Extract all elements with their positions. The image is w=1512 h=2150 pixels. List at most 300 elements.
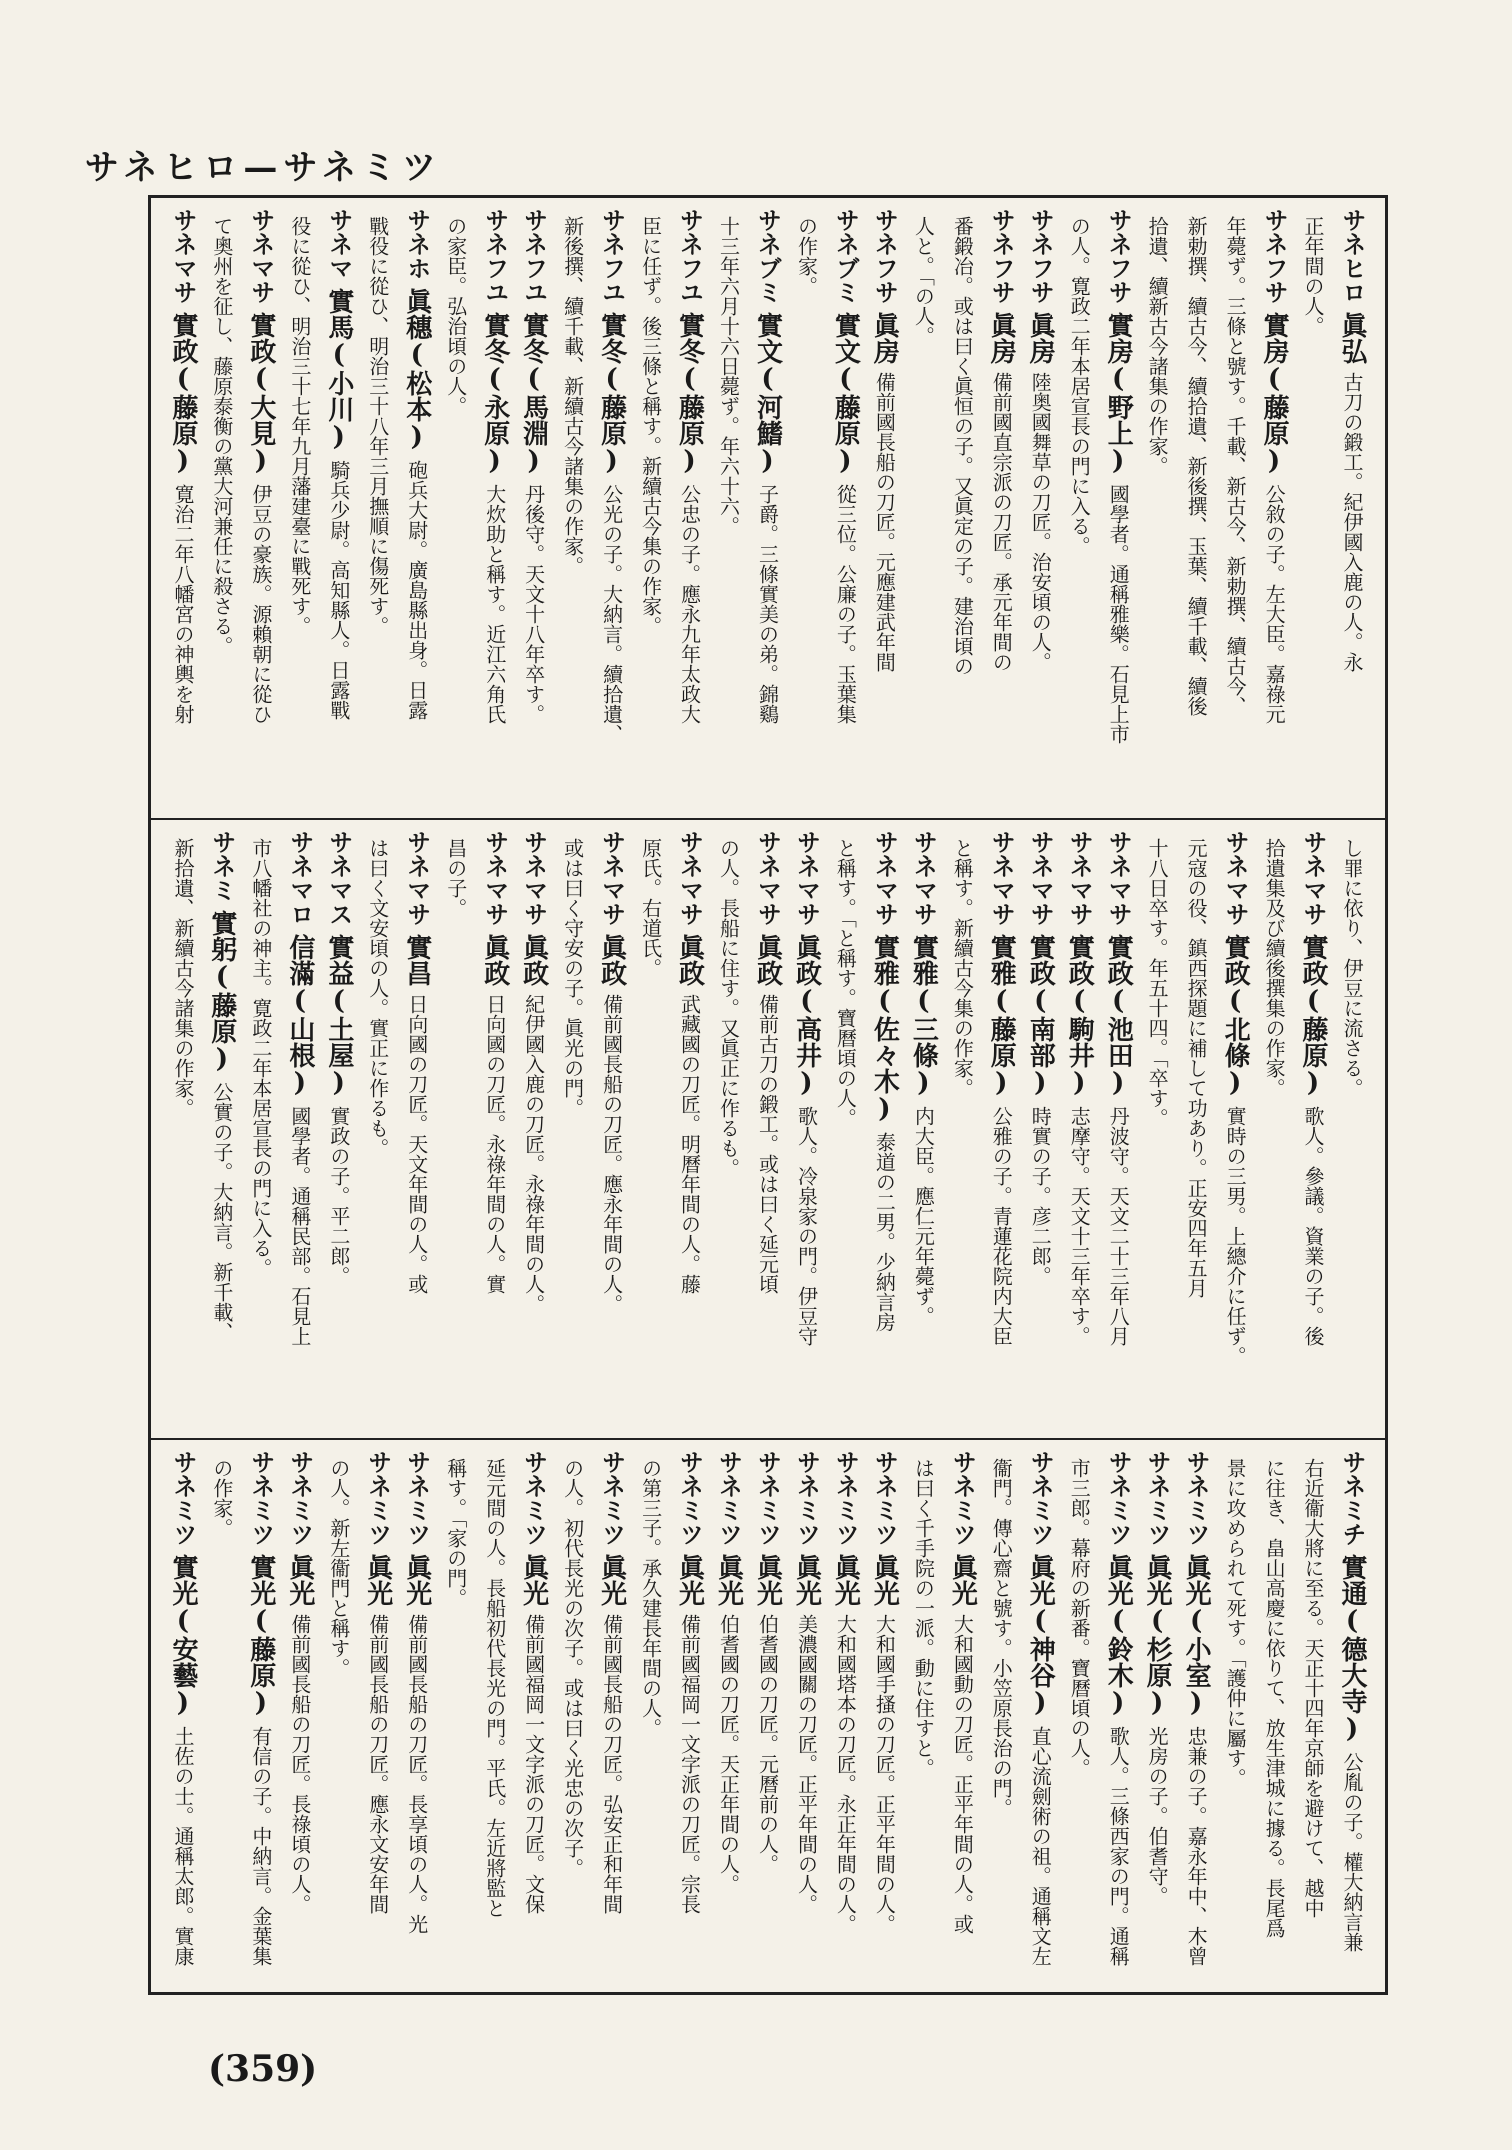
entry-name: 實政(池田) (1103, 934, 1134, 1098)
entry-description: 紀伊國入鹿の刀匠。永祿年間の人。 (521, 994, 546, 1314)
dictionary-entry (515, 1450, 554, 1982)
entry-name: 眞光 (362, 1554, 393, 1606)
entry-kana: サネマサ (168, 208, 197, 304)
entry-continuation (632, 208, 671, 808)
dictionary-entry (398, 1450, 437, 1982)
entry-description: 美濃國關の刀匠。正平年間の人。 (794, 1614, 819, 1914)
entry-description: 歌人。參議。資業の子。後 (1301, 1106, 1326, 1346)
entry-kana: サネミツ (792, 1450, 821, 1546)
entry-continuation (242, 830, 281, 1428)
entry-name: 眞穗(松本) (401, 288, 432, 452)
entry-name: 實政(藤原) (1298, 934, 1329, 1098)
entry-continuation (1294, 208, 1333, 808)
entry-description: 備前古刀の鍛工。或は曰く延元頃 (755, 994, 780, 1294)
entry-description: 新勅撰、續古今、續拾遺、新後撰、玉葉、續千載、續後 (1184, 216, 1209, 716)
entry-description: 備前國長船の刀匠。弘安正和年間 (599, 1614, 624, 1914)
entry-continuation (203, 1450, 242, 1982)
entry-description: 實時の三男。上總介に任ず。 (1223, 1106, 1248, 1366)
entry-kana: サネフユ (519, 208, 548, 304)
dictionary-entry (943, 1450, 982, 1982)
entry-name: 眞政 (752, 934, 783, 986)
entry-description: は曰く千手院の一派。動に住すと。 (911, 1458, 936, 1778)
entry-name: 實昌 (401, 934, 432, 986)
running-header: サネヒロ—サネミツ (84, 148, 442, 188)
entry-kana: サネマサ (402, 830, 431, 926)
entry-description: 光房の子。伯耆守。 (1145, 1726, 1170, 1906)
entry-kana: サネミツ (831, 1450, 860, 1546)
entry-description: 大和國塔本の刀匠。永正年間の人。 (833, 1614, 858, 1934)
entry-kana: サネブミ (831, 208, 860, 304)
dictionary-entry (749, 830, 788, 1428)
entry-description: 古刀の鍛工。紀伊國入鹿の人。永 (1340, 372, 1364, 672)
entry-description: 備前國直宗派の刀匠。承元年間の (989, 372, 1014, 672)
dictionary-entry (320, 208, 359, 808)
entry-continuation (437, 830, 476, 1428)
entry-description: 原氏。右道氏。 (638, 838, 663, 978)
entry-name: 眞光 (869, 1554, 900, 1606)
entry-description: 人と。「の人。 (911, 216, 936, 346)
dictionary-entry (1021, 830, 1060, 1428)
entry-continuation (164, 830, 203, 1428)
dictionary-entry (320, 830, 359, 1428)
entry-name: 信滿(山根) (284, 934, 315, 1098)
entry-kana: サネミツ (714, 1450, 743, 1546)
entry-name: 眞光 (791, 1554, 822, 1606)
entry-continuation (1255, 830, 1294, 1428)
entry-name: 實房(藤原) (1259, 312, 1290, 476)
entry-description: 備前國長船の刀匠。長享頃の人。光 (404, 1614, 429, 1934)
entry-kana: サネフユ (597, 208, 626, 304)
entry-kana: サネマサ (753, 830, 782, 926)
dictionary-entry (982, 208, 1021, 808)
entry-description: 武藏國の刀匠。明曆年間の人。藤 (677, 994, 702, 1294)
entry-name: 實馬(小川) (323, 288, 354, 452)
entry-name: 眞政 (596, 934, 627, 986)
entry-continuation (281, 208, 320, 808)
entry-continuation (1138, 208, 1177, 808)
entry-continuation (1177, 830, 1216, 1428)
entry-kana: サネミツ (246, 1450, 275, 1546)
dictionary-entry (865, 830, 904, 1428)
entry-kana: サネマサ (909, 830, 938, 926)
entry-description: の第三子。承久建長年間の人。 (638, 1458, 663, 1738)
entry-name: 實雅(佐々木) (869, 934, 900, 1124)
entry-continuation (1138, 830, 1177, 1428)
tier-middle (148, 818, 1388, 1438)
entry-continuation (437, 1450, 476, 1982)
entry-kana: サネブミ (753, 208, 782, 304)
entry-description: 丹後守。天文十八年卒す。 (521, 484, 546, 724)
entry-description: は曰く文安頃の人。實正に作るも。 (365, 838, 390, 1158)
entry-kana: サネミツ (1104, 1450, 1133, 1546)
entry-description: 備前國長船の刀匠。長祿頃の人。 (287, 1614, 312, 1914)
entry-name: 實政(駒井) (1064, 934, 1095, 1098)
entry-description: の人。新左衞門と稱す。 (326, 1458, 351, 1678)
entry-description: 番鍛冶。或は曰く眞恒の子。又眞定の子。建治頃の (950, 216, 975, 676)
entry-description: 從三位。公廉の子。玉葉集 (833, 484, 858, 724)
entry-name: 實躬(藤原) (206, 910, 237, 1074)
dictionary-entry (1177, 1450, 1216, 1982)
entry-description: 新拾遺、新續古今諸集の作家。 (170, 838, 195, 1118)
entry-name: 實通(德大寺) (1337, 1554, 1367, 1744)
page-number: (359) (208, 2048, 318, 2090)
entry-continuation (943, 208, 982, 808)
entry-kana: サネマサ (1104, 830, 1133, 926)
entry-kana: サネマサ (1065, 830, 1094, 926)
entry-description: 伯耆國の刀匠。天正年間の人。 (716, 1614, 741, 1894)
dictionary-entry (1021, 208, 1060, 808)
entry-description: て奧州を征し、藤原泰衡の黨大河兼任に殺さる。 (209, 216, 234, 656)
entry-name: 眞光(鈴木) (1103, 1554, 1134, 1718)
dictionary-entry (515, 208, 554, 808)
entry-description: 砲兵大尉。廣島縣出身。日露 (404, 460, 429, 720)
entry-kana: サネミツ (1026, 1450, 1055, 1546)
entry-description: 大和國動の刀匠。正平年間の人。或 (950, 1614, 975, 1934)
entry-description: 有信の子。中納言。金葉集 (248, 1726, 273, 1966)
entry-continuation (1060, 1450, 1099, 1982)
entry-description: 昌の子。 (443, 838, 468, 918)
dictionary-entry (1021, 1450, 1060, 1982)
entry-description: 役に從ひ、明治三十七年九月藩建臺に戰死す。 (287, 216, 312, 636)
entry-description: 備前國福岡一文字派の刀匠。文保 (521, 1614, 546, 1914)
entry-description: 年薨ず。三條と號す。千載、新古今、新勅撰、續古今、 (1223, 216, 1248, 716)
entry-description: 正年間の人。 (1301, 216, 1326, 336)
entry-continuation (359, 830, 398, 1428)
entry-name: 實政(北條) (1220, 934, 1251, 1098)
dictionary-entry (1060, 830, 1099, 1428)
entry-description: 公實の子。大納言。新千載、 (209, 1082, 234, 1342)
entry-description: の作家。 (794, 216, 819, 296)
entry-kana: サネマサ (675, 830, 704, 926)
entry-continuation (1216, 1450, 1255, 1982)
entry-description: 大炊助と稱す。近江六角氏 (482, 484, 507, 724)
entry-kana: サネミツ (363, 1450, 392, 1546)
dictionary-entry (593, 1450, 632, 1982)
entry-continuation (476, 1450, 515, 1982)
entry-continuation (1333, 830, 1372, 1428)
tier-bottom (148, 1438, 1388, 1992)
dictionary-entry (359, 1450, 398, 1982)
entry-name: 實雅(三條) (908, 934, 939, 1098)
entry-kana: サネマサ (480, 830, 509, 926)
entry-name: 眞政 (479, 934, 510, 986)
entry-description: 新後撰、續千載、新續古今諸集の作家。 (560, 216, 585, 576)
dictionary-entry (865, 1450, 904, 1982)
dictionary-entry (671, 208, 710, 808)
entry-description: 志摩守。天文十三年卒す。 (1067, 1106, 1092, 1346)
dictionary-entry (164, 1450, 203, 1982)
entry-kana: サネホ (402, 208, 431, 280)
dictionary-entry (1333, 1450, 1372, 1982)
dictionary-entry (865, 208, 904, 808)
dictionary-entry (515, 830, 554, 1428)
entry-continuation (320, 1450, 359, 1982)
entry-description: 歌人。冷泉家の門。伊豆守 (794, 1106, 819, 1346)
dictionary-entry (787, 830, 826, 1428)
entry-kana: サネミチ (1338, 1450, 1366, 1546)
entry-name: 實政(藤原) (167, 312, 198, 476)
entry-description: 戰役に從ひ、明治三十八年三月撫順に傷死す。 (365, 216, 390, 636)
entry-name: 實冬(永原) (479, 312, 510, 476)
entry-description: 忠兼の子。嘉永年中、木曾 (1184, 1726, 1209, 1966)
entry-kana: サネフユ (480, 208, 509, 304)
entry-kana: サネミツ (519, 1450, 548, 1546)
dictionary-entry (281, 1450, 320, 1982)
entry-description: 景に攻められて死す。「護仲に屬す。 (1223, 1458, 1248, 1788)
entry-description: 拾遺集及び續後撰集の作家。 (1262, 838, 1287, 1098)
dictionary-entry (476, 830, 515, 1428)
entry-name: 眞光 (713, 1554, 744, 1606)
entry-kana: サネミツ (675, 1450, 704, 1546)
entry-continuation (826, 830, 865, 1428)
dictionary-entry (593, 208, 632, 808)
entry-name: 實文(藤原) (830, 312, 861, 476)
entry-name: 眞光 (752, 1554, 783, 1606)
entry-continuation (437, 208, 476, 808)
entry-description: の家臣。弘治頃の人。 (443, 216, 468, 416)
entry-kana: サネマサ (597, 830, 626, 926)
entry-kana: サネミツ (1143, 1450, 1172, 1546)
dictionary-entry (904, 830, 943, 1428)
tier-top-columns (164, 208, 1372, 808)
entry-description: 大和國手搔の刀匠。正平年間の人。 (872, 1614, 897, 1934)
entry-kana: サネフサ (870, 208, 899, 304)
entry-name: 實政(大見) (245, 312, 276, 476)
dictionary-entry (1099, 830, 1138, 1428)
entry-continuation (359, 208, 398, 808)
entry-description: 備前國長船の刀匠。應永文安年間 (365, 1614, 390, 1914)
entry-description: 實政の子。平二郎。 (326, 1106, 351, 1286)
entry-kana: サネマス (324, 830, 353, 926)
entry-name: 實雅(藤原) (986, 934, 1017, 1098)
entry-continuation (787, 208, 826, 808)
entry-description: 拾遺、續新古今諸集の作家。 (1145, 216, 1170, 476)
entry-continuation (904, 208, 943, 808)
entry-continuation (710, 830, 749, 1428)
entry-kana: サネマロ (285, 830, 314, 926)
entry-description: と稱す。新續古今集の作家。 (950, 838, 975, 1098)
entry-name: 實冬(藤原) (674, 312, 705, 476)
entry-kana: サネフサ (1104, 208, 1133, 304)
dictionary-entry (476, 208, 515, 808)
dictionary-entry (671, 1450, 710, 1982)
entry-name: 實房(野上) (1103, 312, 1134, 476)
entry-name: 眞房 (986, 312, 1017, 364)
entry-description: 日向國の刀匠。永祿年間の人。實 (482, 994, 507, 1294)
entry-name: 實益(土屋) (323, 934, 354, 1098)
entry-kana: サネマサ (519, 830, 548, 926)
entry-name: 眞光(神谷) (1025, 1554, 1056, 1718)
entry-continuation (982, 1450, 1021, 1982)
entry-description: 公光の子。大納言。續拾遺、 (599, 484, 624, 744)
dictionary-entry (1138, 1450, 1177, 1982)
entry-name: 眞政(高井) (791, 934, 822, 1098)
entry-description: 土佐の士。通稱太郎。實康 (170, 1726, 195, 1966)
entry-kana: サネマサ (870, 830, 899, 926)
entry-kana: サネフユ (675, 208, 704, 304)
entry-name: 眞弘 (1337, 312, 1367, 364)
dictionary-entry (1216, 830, 1255, 1428)
entry-kana: サネミツ (1182, 1450, 1211, 1546)
entry-kana: サネミツ (402, 1450, 431, 1546)
dictionary-entry (1099, 1450, 1138, 1982)
dictionary-entry (593, 830, 632, 1428)
entry-description: 伯耆國の刀匠。元曆前の人。 (755, 1614, 780, 1874)
entry-description: 子爵。三條實美の弟。錦鷄 (755, 484, 780, 724)
entry-description: 直心流劍術の祖。通稱文左 (1028, 1726, 1053, 1966)
entry-name: 眞政 (518, 934, 549, 986)
dictionary-entry (710, 1450, 749, 1982)
tier-bottom-columns (164, 1450, 1372, 1982)
entry-kana: サネフサ (1260, 208, 1289, 304)
entry-description: 騎兵少尉。高知縣人。日露戰 (326, 460, 351, 720)
entry-description: の人。寛政二年本居宣長の門に入る。 (1067, 216, 1092, 556)
entry-description: 國學者。通稱民部。石見上 (287, 1106, 312, 1346)
entry-continuation (203, 208, 242, 808)
entry-kana: サネミツ (285, 1450, 314, 1546)
dictionary-entry (982, 830, 1021, 1428)
entry-description: 内大臣。應仁元年薨ず。 (911, 1106, 936, 1326)
entry-name: 實政(南部) (1025, 934, 1056, 1098)
dictionary-entry (164, 208, 203, 808)
entry-description: 十八日卒す。年五十四。「卒す。 (1145, 838, 1170, 1128)
entry-description: の作家。 (209, 1458, 234, 1538)
entry-description: 泰道の二男。少納言房 (872, 1132, 897, 1332)
entry-description: 伊豆の豪族。源賴朝に從ひ (248, 484, 273, 724)
entry-description: 市八幡社の神主。寛政二年本居宣長の門に入る。 (248, 838, 273, 1278)
entry-name: 眞光 (674, 1554, 705, 1606)
entry-name: 眞政 (674, 934, 705, 986)
entry-continuation (1177, 208, 1216, 808)
entry-kana: サネマサ (1221, 830, 1250, 926)
dictionary-entry (749, 1450, 788, 1982)
entry-description: と稱す。「と稱す。寶曆頃の人。 (833, 838, 858, 1128)
entry-continuation (1216, 208, 1255, 808)
entry-description: に往き、畠山高慶に依りて、放生津城に據る。長尾爲 (1262, 1458, 1287, 1938)
entry-description: 備前國福岡一文字派の刀匠。宗長 (677, 1614, 702, 1914)
entry-description: 公胤の子。權大納言兼 (1340, 1752, 1364, 1952)
entry-description: 寛治二年八幡宮の神輿を射 (170, 484, 195, 724)
entry-description: 公雅の子。青蓮花院内大臣 (989, 1106, 1014, 1346)
entry-description: 日向國の刀匠。天文年間の人。或 (404, 994, 429, 1294)
entry-continuation (710, 208, 749, 808)
entry-description: 延元間の人。長船初代長光の門。平氏。左近將監と (482, 1458, 507, 1918)
entry-name: 實冬(藤原) (596, 312, 627, 476)
dictionary-entry (398, 830, 437, 1428)
entry-name: 實光(藤原) (245, 1554, 276, 1718)
entry-continuation (632, 1450, 671, 1982)
entry-description: 公敘の子。左大臣。嘉祿元 (1262, 484, 1287, 724)
entry-continuation (1255, 1450, 1294, 1982)
entry-continuation (904, 1450, 943, 1982)
entry-name: 眞房 (1025, 312, 1056, 364)
entry-kana: サネマサ (1026, 830, 1055, 926)
dictionary-entry (1099, 208, 1138, 808)
dictionary-entry (826, 208, 865, 808)
entry-description: 市三郎。幕府の新番。寶曆頃の人。 (1067, 1458, 1092, 1778)
entry-description: 公忠の子。應永九年太政大 (677, 484, 702, 724)
dictionary-entry (1333, 208, 1372, 808)
entry-description: の人。長船に住す。又眞正に作るも。 (716, 838, 741, 1178)
entry-description: 時實の子。彦二郎。 (1028, 1106, 1053, 1286)
entry-name: 眞光 (284, 1554, 315, 1606)
dictionary-entry (203, 830, 242, 1428)
entry-continuation (554, 1450, 593, 1982)
entry-kana: サネマサ (792, 830, 821, 926)
entry-description: 元寇の役、鎮西探題に補して功あり。正安四年五月 (1184, 838, 1209, 1298)
tier-middle-columns (164, 830, 1372, 1428)
dictionary-entry (1255, 208, 1294, 808)
entry-description: 臣に任ず。後三條と稱す。新續古今集の作家。 (638, 216, 663, 636)
entry-continuation (1294, 1450, 1333, 1982)
dictionary-entry (281, 830, 320, 1428)
entry-description: 歌人。三條西家の門。通稱 (1106, 1726, 1131, 1966)
entry-description: 備前國長船の刀匠。元應建武年間 (872, 372, 897, 672)
entry-description: 稱す。「家の門。 (443, 1458, 468, 1608)
entry-description: 或は曰く守安の子。眞光の門。 (560, 838, 585, 1118)
entry-name: 眞房 (869, 312, 900, 364)
entry-name: 眞光 (518, 1554, 549, 1606)
entry-name: 眞光 (596, 1554, 627, 1606)
entry-name: 眞光 (401, 1554, 432, 1606)
entry-description: 備前國長船の刀匠。應永年間の人。 (599, 994, 624, 1314)
entry-name: 眞光(杉原) (1142, 1554, 1173, 1718)
dictionary-entry (671, 830, 710, 1428)
entry-kana: サネミ (207, 830, 236, 902)
entry-continuation (632, 830, 671, 1428)
entry-name: 眞光 (947, 1554, 978, 1606)
entry-name: 實冬(馬淵) (518, 312, 549, 476)
entry-kana: サネマ (324, 208, 353, 280)
entry-kana: サネミツ (168, 1450, 197, 1546)
entry-continuation (554, 208, 593, 808)
entry-continuation (554, 830, 593, 1428)
entry-description: 十三年六月十六日薨ず。年六十六。 (716, 216, 741, 536)
dictionary-entry (242, 208, 281, 808)
entry-name: 眞光 (830, 1554, 861, 1606)
dictionary-entry (749, 208, 788, 808)
dictionary-entry (826, 1450, 865, 1982)
entry-description: 丹波守。天文二十三年八月 (1106, 1106, 1131, 1346)
entry-description: 右近衞大將に至る。天正十四年京師を避けて、越中 (1301, 1458, 1326, 1918)
entry-kana: サネマサ (987, 830, 1016, 926)
entry-kana: サネミツ (870, 1450, 899, 1546)
dictionary-entry (1294, 830, 1333, 1428)
entry-kana: サネフサ (1026, 208, 1055, 304)
entry-kana: サネミツ (753, 1450, 782, 1546)
entry-continuation (943, 830, 982, 1428)
entry-kana: サネヒロ (1338, 208, 1366, 304)
entry-name: 眞光(小室) (1181, 1554, 1212, 1718)
entry-kana: サネミツ (597, 1450, 626, 1546)
entry-description: 衞門。傳心齋と號す。小笠原長治の門。 (989, 1458, 1014, 1818)
dictionary-entry (398, 208, 437, 808)
entry-kana: サネマサ (1299, 830, 1328, 926)
entry-name: 實光(安藝) (167, 1554, 198, 1718)
entry-description: の人。初代長光の次子。或は曰く光忠の次子。 (560, 1458, 585, 1878)
entry-name: 實文(河鰭) (752, 312, 783, 476)
entry-kana: サネミツ (948, 1450, 977, 1546)
entry-description: 陸奥國舞草の刀匠。治安頃の人。 (1028, 372, 1053, 672)
entry-kana: サネフサ (987, 208, 1016, 304)
dictionary-entry (242, 1450, 281, 1982)
entry-description: し罪に依り、伊豆に流さる。 (1340, 838, 1364, 1098)
entry-continuation (1060, 208, 1099, 808)
entry-kana: サネマサ (246, 208, 275, 304)
tier-top (148, 198, 1388, 818)
dictionary-entry (787, 1450, 826, 1982)
entry-description: 國學者。通稱雅樂。石見上市 (1106, 484, 1131, 744)
